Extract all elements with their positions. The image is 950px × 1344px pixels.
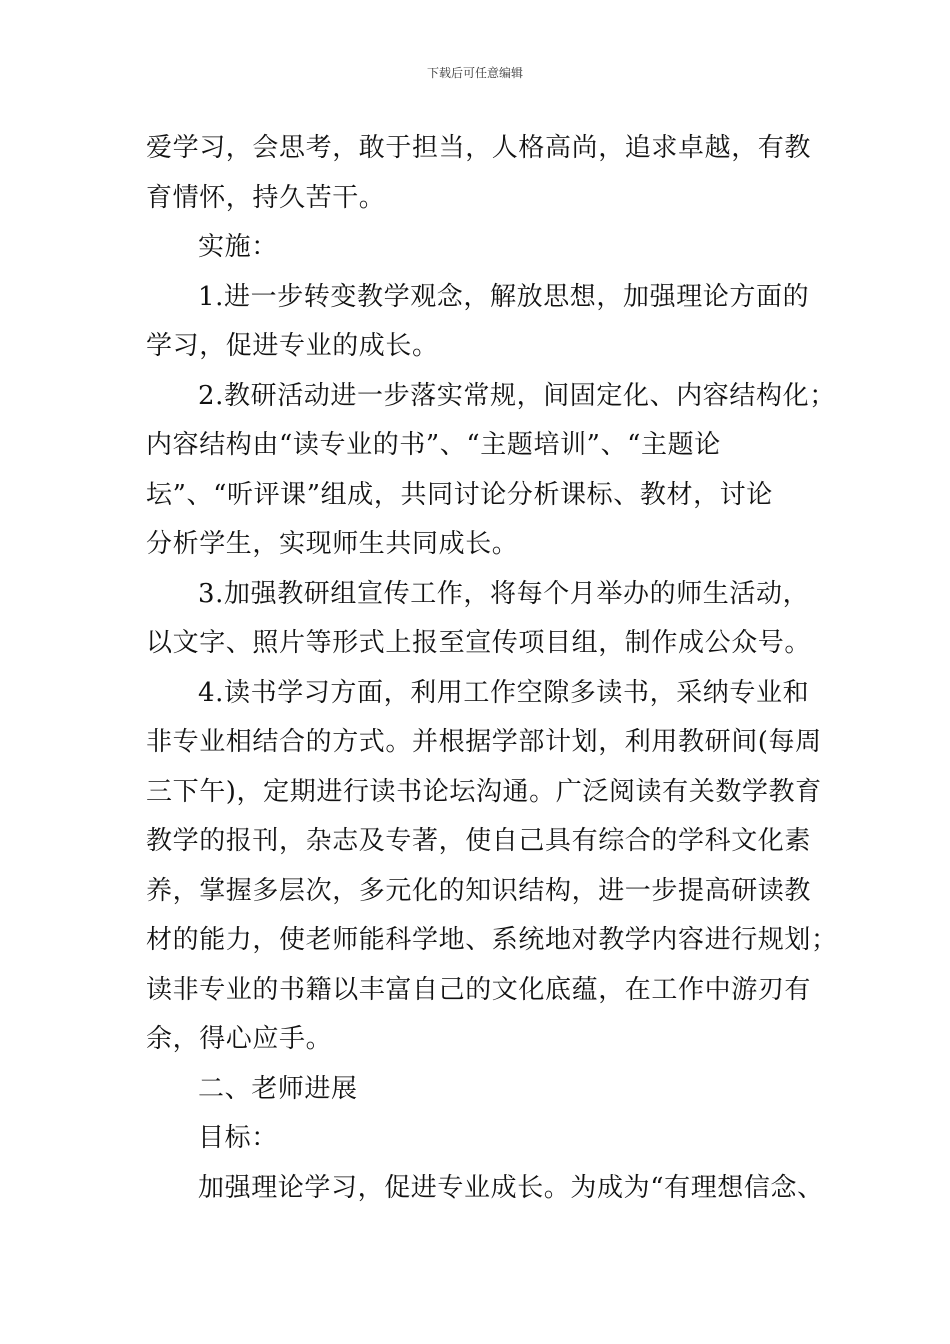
list-item-2-line-4: 分析学生，实现师生共同成长。 [146, 529, 519, 559]
list-item-4-line-5: 养，掌握多层次，多元化的知识结构，进一步提高研读教 [146, 875, 812, 906]
section-label-implementation: 实施： [198, 232, 278, 262]
list-item-3-line-1: 3.加强教研组宣传工作，将每个月举办的师生活动， [198, 578, 810, 609]
list-item-4-line-2: 非专业相结合的方式。并根据学部计划，利用教研间(每周 [146, 727, 822, 757]
list-item-4-line-4: 教学的报刊，杂志及专著，使自己具有综合的学科文化素 [146, 826, 812, 856]
text-line-2: 育情怀，持久苦干。 [146, 182, 386, 213]
document-body [146, 124, 838, 1213]
goal-text-line-1: 加强理论学习，促进专业成长。为成为“有理想信念、 [198, 1172, 824, 1203]
list-item-3-line-2: 以文字、照片等形式上报至宣传项目组，制作成公众号。 [146, 628, 812, 658]
list-item-1-line-2: 学习，促进专业的成长。 [146, 331, 439, 361]
list-item-1-line-1: 1.进一步转变教学观念，解放思想，加强理论方面的 [198, 281, 810, 312]
list-item-4-line-3: 三下午)，定期进行读书论坛沟通。广泛阅读有关数学教育 [146, 776, 822, 807]
list-item-2-line-2: 内容结构由“读专业的书”、“主题培训”、“主题论 [146, 430, 721, 460]
list-item-4-line-7: 读非专业的书籍以丰富自己的文化底蕴，在工作中游刃有 [146, 974, 812, 1005]
section-label-goal: 目标： [198, 1123, 278, 1153]
list-item-4-line-1: 4.读书学习方面，利用工作空隙多读书，采纳专业和 [198, 677, 810, 708]
list-item-2-line-3: 坛”、“听评课”组成，共同讨论分析课标、教材，讨论 [146, 479, 773, 510]
list-item-4-line-8: 余，得心应手。 [146, 1024, 333, 1054]
page-header-note: 下载后可任意编辑 [426, 66, 523, 80]
list-item-2-line-1: 2.教研活动进一步落实常规，间固定化、内容结构化； [198, 380, 836, 411]
section-heading-teacher-development: 二、老师进展 [198, 1073, 358, 1104]
text-line-1: 爱学习，会思考，敢于担当，人格高尚，追求卓越，有教 [146, 133, 812, 163]
list-item-4-line-6: 材的能力，使老师能科学地、系统地对教学内容进行规划； [146, 925, 838, 955]
